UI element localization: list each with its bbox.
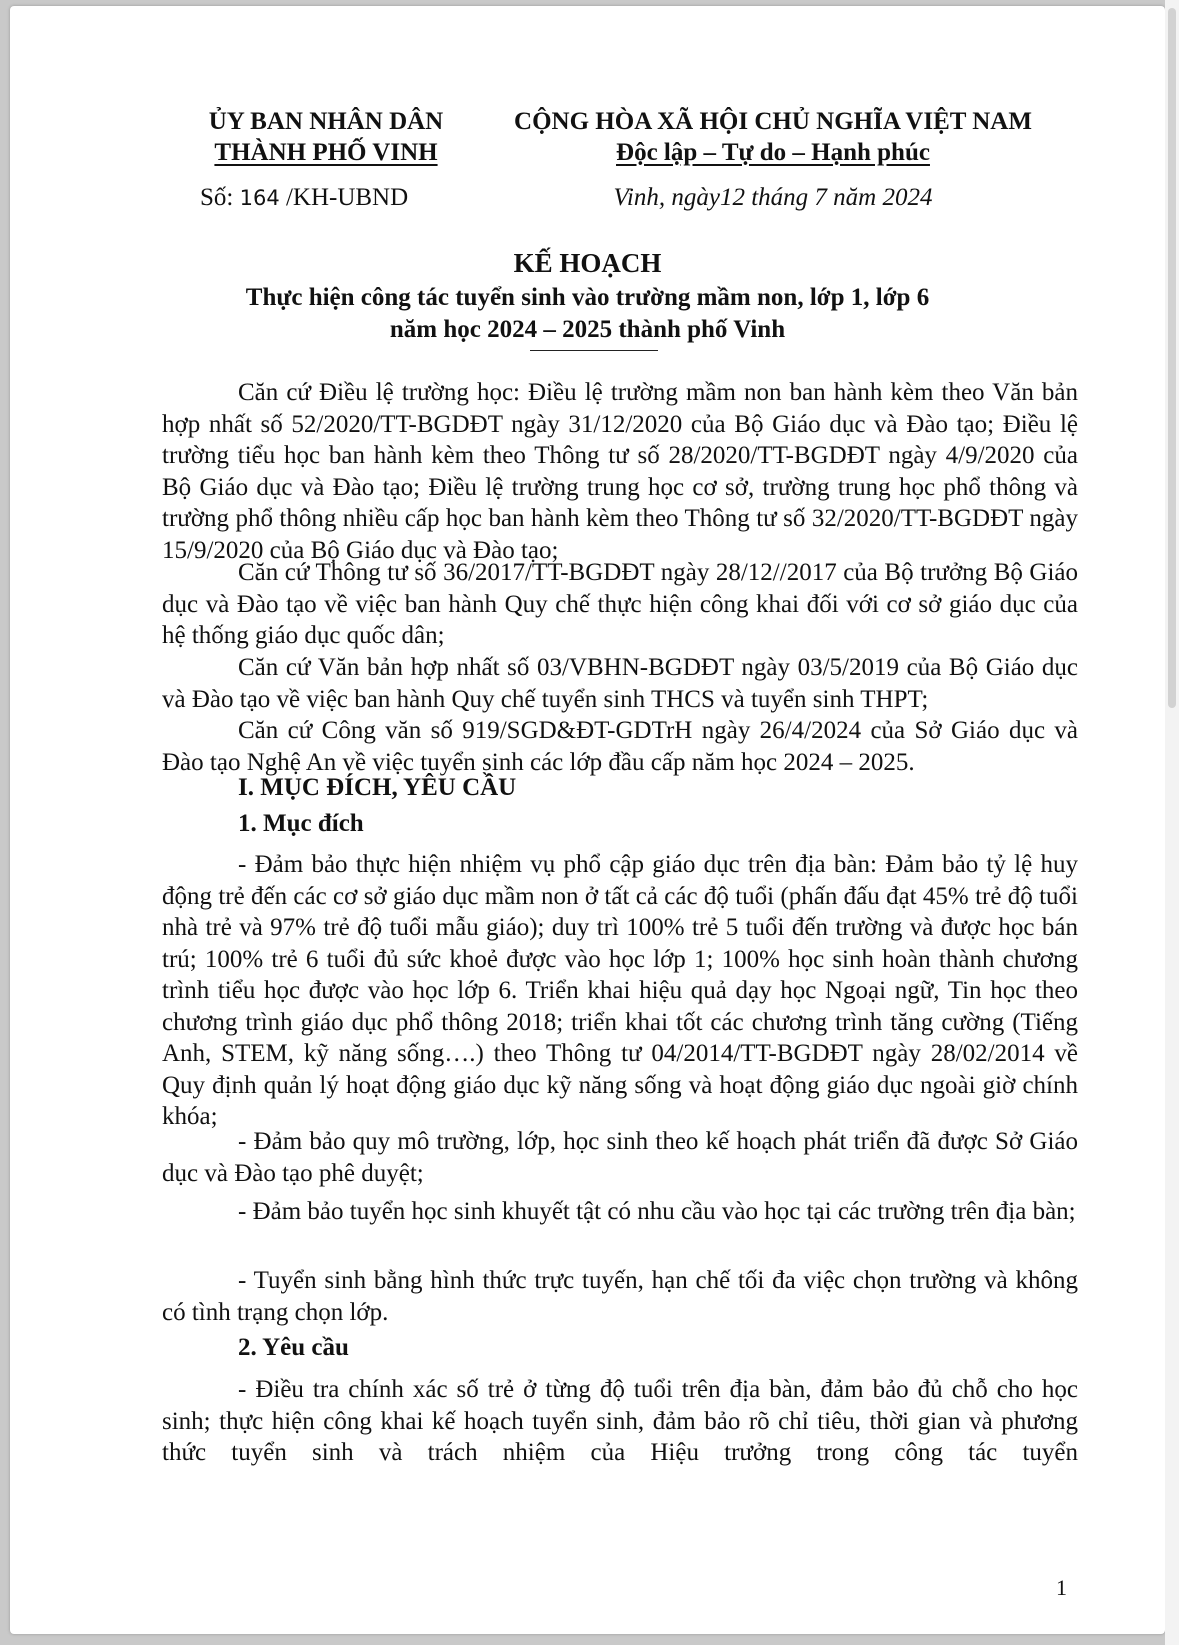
vertical-scrollbar[interactable] (1165, 0, 1179, 1645)
issuer-line-2 (186, 139, 466, 167)
section-heading-1: I. MỤC ĐÍCH, YÊU CẦU (238, 774, 517, 801)
issuer-city: THÀNH PHỐ VINH (214, 139, 438, 166)
issuer-line-1: ỦY BAN NHÂN DÂN (208, 108, 444, 135)
national-motto (488, 139, 1058, 167)
document-date: Vinh, ngày12 tháng 7 năm 2024 (613, 184, 933, 211)
purpose-item-4: - Tuyển sinh bằng hình thức trực tuyến, hạn chế tối đa việc chọn trường và không có tình trạng chọn lớp. (162, 1267, 1078, 1326)
title-rule (530, 350, 658, 351)
document-number-suffix: /KH-UBND (285, 184, 409, 211)
subsection-purpose: 1. Mục đích (238, 810, 364, 837)
requirement-item-1: - Điều tra chính xác số trẻ ở từng độ tuổi trên địa bàn, đảm bảo đủ chỗ cho học sinh; thực hiện công khai kế hoạch tuyển sinh, đảm bảo rõ chỉ tiêu, thời gian và phương thức tuyển sinh và trách nhiệm của Hiệu trưởng trong công tác tuyển (162, 1376, 1078, 1466)
legal-basis-3: Căn cứ Văn bản hợp nhất số 03/VBHN-BGDĐT ngày 03/5/2019 của Bộ Giáo dục và Đào tạo về việc ban hành Quy chế tuyển sinh THCS và tuyển sinh THPT; (162, 654, 1078, 713)
purpose-item-2: - Đảm bảo quy mô trường, lớp, học sinh theo kế hoạch phát triển đã được Sở Giáo dục và Đào tạo phê duyệt; (162, 1128, 1078, 1187)
page-number: 1 (1056, 1575, 1067, 1600)
document-subtitle-2: năm học 2024 – 2025 thành phố Vinh (389, 316, 786, 343)
legal-basis-1: Căn cứ Điều lệ trường học: Điều lệ trường mầm non ban hành kèm theo Văn bản hợp nhất số 52/2020/TT-BGDĐT ngày 31/12/2020 của Bộ Giáo dục và Đào tạo; Điều lệ trường tiểu học ban hành kèm theo Thông tư số 28/2020/TT-BGDĐT ngày 4/9/2020 của Bộ Giáo dục và Đào tạo; Điều lệ trường trung học cơ sở, trường trung học phổ thông và trường phổ thông nhiều cấp học ban hành kèm theo Thông tư số 32/2020/TT-BGDĐT ngày 15/9/2020 của Bộ Giáo dục và Đào tạo; (162, 379, 1078, 564)
document-number-prefix: Số: (200, 184, 234, 211)
scrollbar-thumb[interactable] (1168, 8, 1176, 708)
subsection-requirements: 2. Yêu cầu (238, 1334, 349, 1361)
document-page (10, 6, 1165, 1634)
national-title: CỘNG HÒA XÃ HỘI CHỦ NGHĨA VIỆT NAM (514, 108, 1032, 135)
national-motto-text: Độc lập – Tự do – Hạnh phúc (616, 139, 930, 166)
document-subtitle-1: Thực hiện công tác tuyển sinh vào trường mầm non, lớp 1, lớp 6 (245, 284, 930, 311)
purpose-item-1: - Đảm bảo thực hiện nhiệm vụ phổ cập giáo dục trên địa bàn: Đảm bảo tỷ lệ huy động trẻ đến các cơ sở giáo dục mầm non ở tất cả các độ tuổi (phấn đấu đạt 45% trẻ độ tuổi nhà trẻ và 97% trẻ độ tuổi mẫu giáo); duy trì 100% trẻ 5 tuổi đến trường và được học bán trú; 100% trẻ 6 tuổi đủ sức khoẻ được vào học lớp 1; 100% học sinh hoàn thành chương trình tiểu học được vào học lớp 6. Triển khai hiệu quả dạy học Ngoại ngữ, Tin học theo chương trình giáo dục phổ thông 2018; triển khai tốt các chương trình tăng cường (Tiếng Anh, STEM, kỹ năng sống….) theo Thông tư 04/2014/TT-BGDĐT ngày 28/02/2014 về Quy định quản lý hoạt động giáo dục kỹ năng sống và hoạt động giáo dục ngoài giờ chính khóa; (162, 851, 1078, 1130)
document-number-value: 164 (239, 186, 280, 210)
legal-basis-4: Căn cứ Công văn số 919/SGD&ĐT-GDTrH ngày 26/4/2024 của Sở Giáo dục và Đào tạo Nghệ An về việc tuyển sinh các lớp đầu cấp năm học 2024 – 2025. (162, 717, 1078, 776)
document-number (200, 184, 408, 212)
purpose-item-3: - Đảm bảo tuyển học sinh khuyết tật có nhu cầu vào học tại các trường trên địa bàn; (238, 1198, 1076, 1225)
document-title: KẾ HOẠCH (513, 248, 662, 278)
legal-basis-2: Căn cứ Thông tư số 36/2017/TT-BGDĐT ngày 28/12//2017 của Bộ trưởng Bộ Giáo dục và Đào tạo về việc ban hành Quy chế thực hiện công khai đối với cơ sở giáo dục của hệ thống giáo dục quốc dân; (162, 559, 1078, 649)
